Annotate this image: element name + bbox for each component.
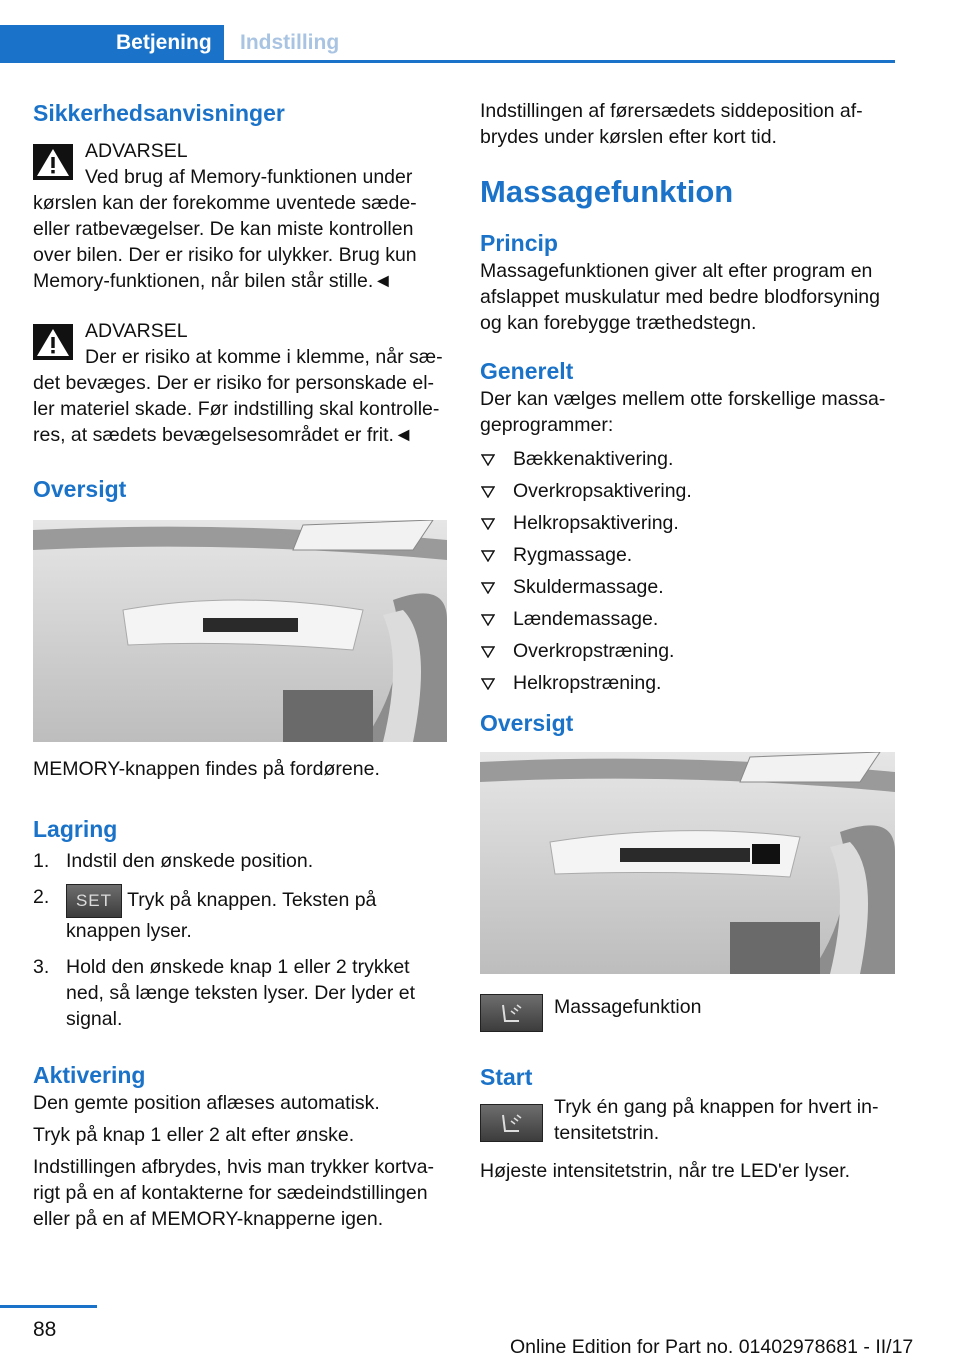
door-panel-illustration (480, 752, 895, 974)
warning-1-label: ADVARSEL (85, 140, 188, 162)
triangle-bullet-icon (481, 614, 495, 626)
safety-heading: Sikkerhedsanvisninger (33, 100, 285, 126)
warning-1-first-line: Ved brug af Memory-funktionen under (85, 166, 413, 188)
massage-label: Massagefunktion (554, 996, 702, 1018)
massage-button-icon (480, 994, 543, 1032)
set-button-icon: SET (66, 884, 122, 918)
saving-steps (33, 848, 447, 1032)
massage-seat-icon (481, 995, 544, 1033)
triangle-bullet-icon (481, 518, 495, 530)
start-heading: Start (480, 1064, 533, 1090)
overview-heading-right: Oversigt (480, 710, 574, 736)
footer-rule (0, 1305, 97, 1308)
activation-text-2: Tryk på knap 1 eller 2 alt efter ønske. (33, 1124, 355, 1146)
list-item: Lændemassage. (480, 606, 895, 632)
door-panel-illustration (33, 520, 447, 742)
warning-1-text: kørslen kan der forekomme uventede sæde- eller ratbevægelser. De kan miste kontrollen over bilen. Der er risiko for ulykker. Brug kun Memory-funktionen, når bilen står stille.◄ (33, 192, 417, 292)
warning-2-first-line: Der er risiko at komme i klemme, når sæ- (85, 346, 443, 368)
list-item: Overkropstræning. (480, 638, 895, 664)
list-item: Rygmassage. (480, 542, 895, 568)
general-heading: Generelt (480, 358, 574, 384)
warning-2-text: det bevæges. Der er risiko for personskade el- ler materiel skade. Før indstilling skal kontrolle- res, at sædets bevægelsesområdet er frit.◄ (33, 372, 440, 446)
start-row (480, 1098, 895, 1150)
triangle-bullet-icon (481, 678, 495, 690)
list-item: Overkropsaktivering. (480, 478, 895, 504)
warning-2-label: ADVARSEL (85, 320, 188, 342)
warning-triangle-icon (33, 324, 73, 360)
triangle-bullet-icon (481, 454, 495, 466)
triangle-bullet-icon (481, 550, 495, 562)
max-intensity-text: Højeste intensitetstrin, når tre LED'er lyser. (480, 1160, 851, 1182)
tab-indstilling[interactable]: Indstilling (240, 31, 340, 54)
step-1: 1. Indstil den ønskede position. (33, 850, 314, 872)
warning-triangle-icon (33, 144, 73, 180)
list-item: Skuldermassage. (480, 574, 895, 600)
general-text: Der kan vælges mellem otte forskellige massa- geprogrammer: (480, 388, 886, 436)
warning-2 (33, 318, 447, 448)
activation-text-3: Indstillingen afbrydes, hvis man trykker kortva- rigt på en af kontakterne for sædeindstillingen eller på en af MEMORY-knapperne igen. (33, 1156, 434, 1230)
photo-caption: MEMORY-knappen findes på fordørene. (33, 758, 380, 780)
activation-heading: Aktivering (33, 1062, 146, 1088)
tab-betjening[interactable]: Betjening (0, 25, 224, 61)
warning-1 (33, 138, 447, 294)
start-text: Tryk én gang på knappen for hvert in- tensitetstrin. (554, 1096, 879, 1144)
step-3: 3. Hold den ønskede knap 1 eller 2 trykket ned, så længe teksten lyser. Der lyder et signal. (33, 956, 416, 1030)
principle-heading: Princip (480, 230, 558, 256)
list-item: Helkropstræning. (480, 670, 895, 696)
principle-text: Massagefunktionen giver alt efter program en afslappet muskulatur med bedre blodforsyning og kan forebygge træthedstegn. (480, 260, 880, 334)
triangle-bullet-icon (481, 646, 495, 658)
massage-heading: Massagefunktion (480, 174, 734, 209)
triangle-bullet-icon (481, 582, 495, 594)
program-list (480, 446, 895, 696)
saving-heading: Lagring (33, 816, 118, 842)
door-memory-photo (33, 520, 447, 742)
intro-text: Indstillingen af førersædets siddeposition af- brydes under kørslen efter kort tid. (480, 100, 863, 148)
massage-seat-icon (481, 1105, 544, 1143)
door-massage-photo (480, 752, 895, 974)
edition-text: Online Edition for Part no. 01402978681 - II/17 (510, 1336, 914, 1358)
massage-button-row (480, 994, 895, 1052)
page-number: 88 (33, 1318, 57, 1341)
right-column (480, 98, 895, 1184)
list-item: Helkropsaktivering. (480, 510, 895, 536)
left-column (33, 98, 447, 1232)
activation-text-1: Den gemte position aflæses automatisk. (33, 1092, 380, 1114)
list-item: Bækkenaktivering. (480, 446, 895, 472)
massage-button-icon (480, 1104, 543, 1142)
overview-heading: Oversigt (33, 476, 127, 502)
triangle-bullet-icon (481, 486, 495, 498)
step-2: 2. SET Tryk på knappen. Teksten på knappen lyser. (33, 886, 377, 942)
page-header (0, 25, 895, 63)
